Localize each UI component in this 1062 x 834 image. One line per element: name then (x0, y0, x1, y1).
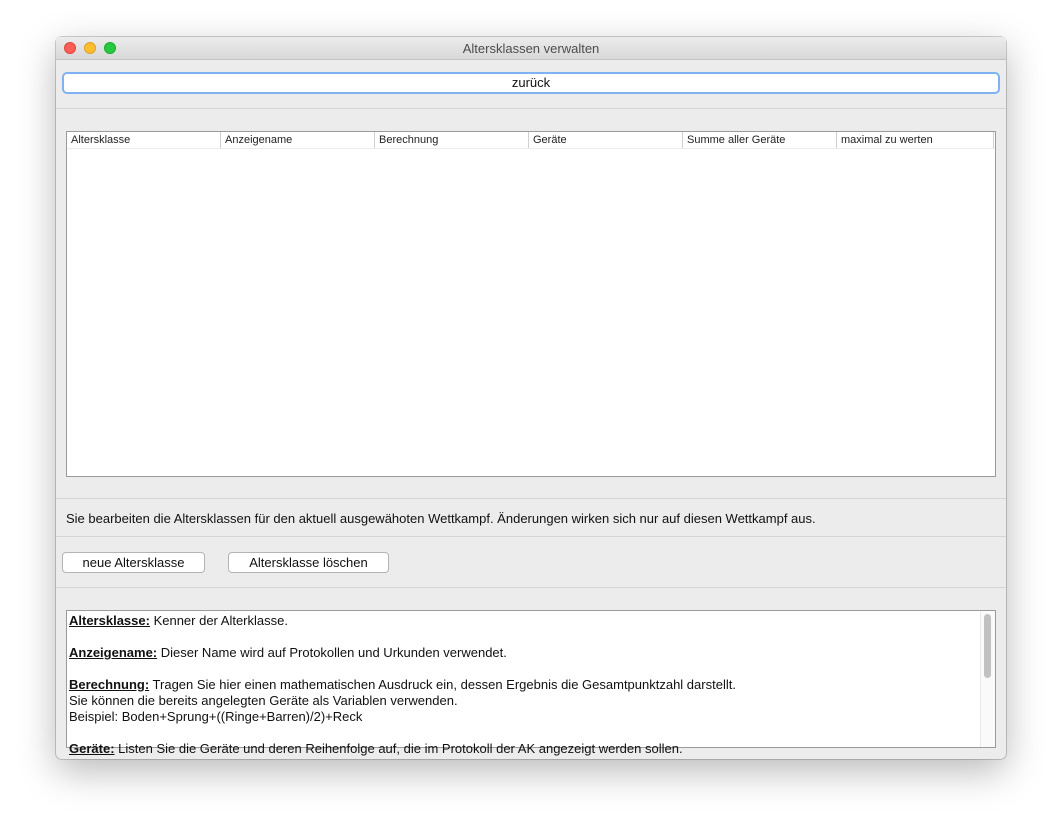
separator (56, 587, 1006, 588)
scrollbar-thumb[interactable] (984, 614, 991, 678)
separator (56, 108, 1006, 109)
new-age-class-button[interactable]: neue Altersklasse (62, 552, 205, 573)
title-bar (56, 37, 1006, 60)
help-description: Tragen Sie hier einen mathematischen Ausdruck ein, dessen Ergebnis die Gesamtpunktzahl darstellt. (149, 677, 736, 692)
separator (56, 536, 1006, 537)
column-header-maximal-zu-werten[interactable]: maximal zu werten (837, 132, 994, 148)
column-header-anzeigename[interactable]: Anzeigename (221, 132, 375, 148)
help-anzeigename (69, 645, 977, 661)
column-header-altersklasse[interactable]: Altersklasse (67, 132, 221, 148)
window-title: Altersklassen verwalten (462, 41, 600, 56)
separator (56, 498, 1006, 499)
help-altersklasse (69, 613, 977, 629)
info-text: Sie bearbeiten die Altersklassen für den aktuell ausgewähoten Wettkampf. Änderungen wirken sich nur auf diesen Wettkampf aus. (66, 511, 816, 526)
column-header-geraete[interactable]: Geräte (529, 132, 683, 148)
help-term: Anzeigename: (69, 645, 158, 660)
delete-age-class-button[interactable]: Altersklasse löschen (228, 552, 389, 573)
help-berechnung (69, 677, 977, 693)
back-button[interactable]: zurück (62, 72, 1000, 94)
help-term: Altersklasse: (69, 613, 150, 628)
age-class-table[interactable] (66, 131, 996, 477)
main-window (56, 37, 1006, 759)
help-term: Geräte: (69, 741, 115, 756)
column-header-berechnung[interactable]: Berechnung (375, 132, 529, 148)
vertical-scrollbar[interactable] (980, 611, 995, 747)
help-text-area[interactable] (66, 610, 996, 756)
table-header (67, 132, 995, 149)
help-term: Berechnung: (69, 677, 150, 692)
help-description: Kenner der Alterklasse. (149, 613, 288, 628)
column-header-summe-aller-geraete[interactable]: Summe aller Geräte (683, 132, 837, 148)
help-geraete (69, 741, 977, 757)
help-berechnung-line2: Sie können die bereits angelegten Geräte als Variablen verwenden. (69, 693, 458, 708)
help-content (69, 613, 977, 757)
help-description: Dieser Name wird auf Protokollen und Urkunden verwendet. (157, 645, 507, 660)
help-description: Listen Sie die Geräte und deren Reihenfolge auf, die im Protokoll der AK angezeigt werden sollen. (114, 741, 683, 756)
help-berechnung-line3: Beispiel: Boden+Sprung+((Ringe+Barren)/2)+Reck (69, 709, 363, 724)
